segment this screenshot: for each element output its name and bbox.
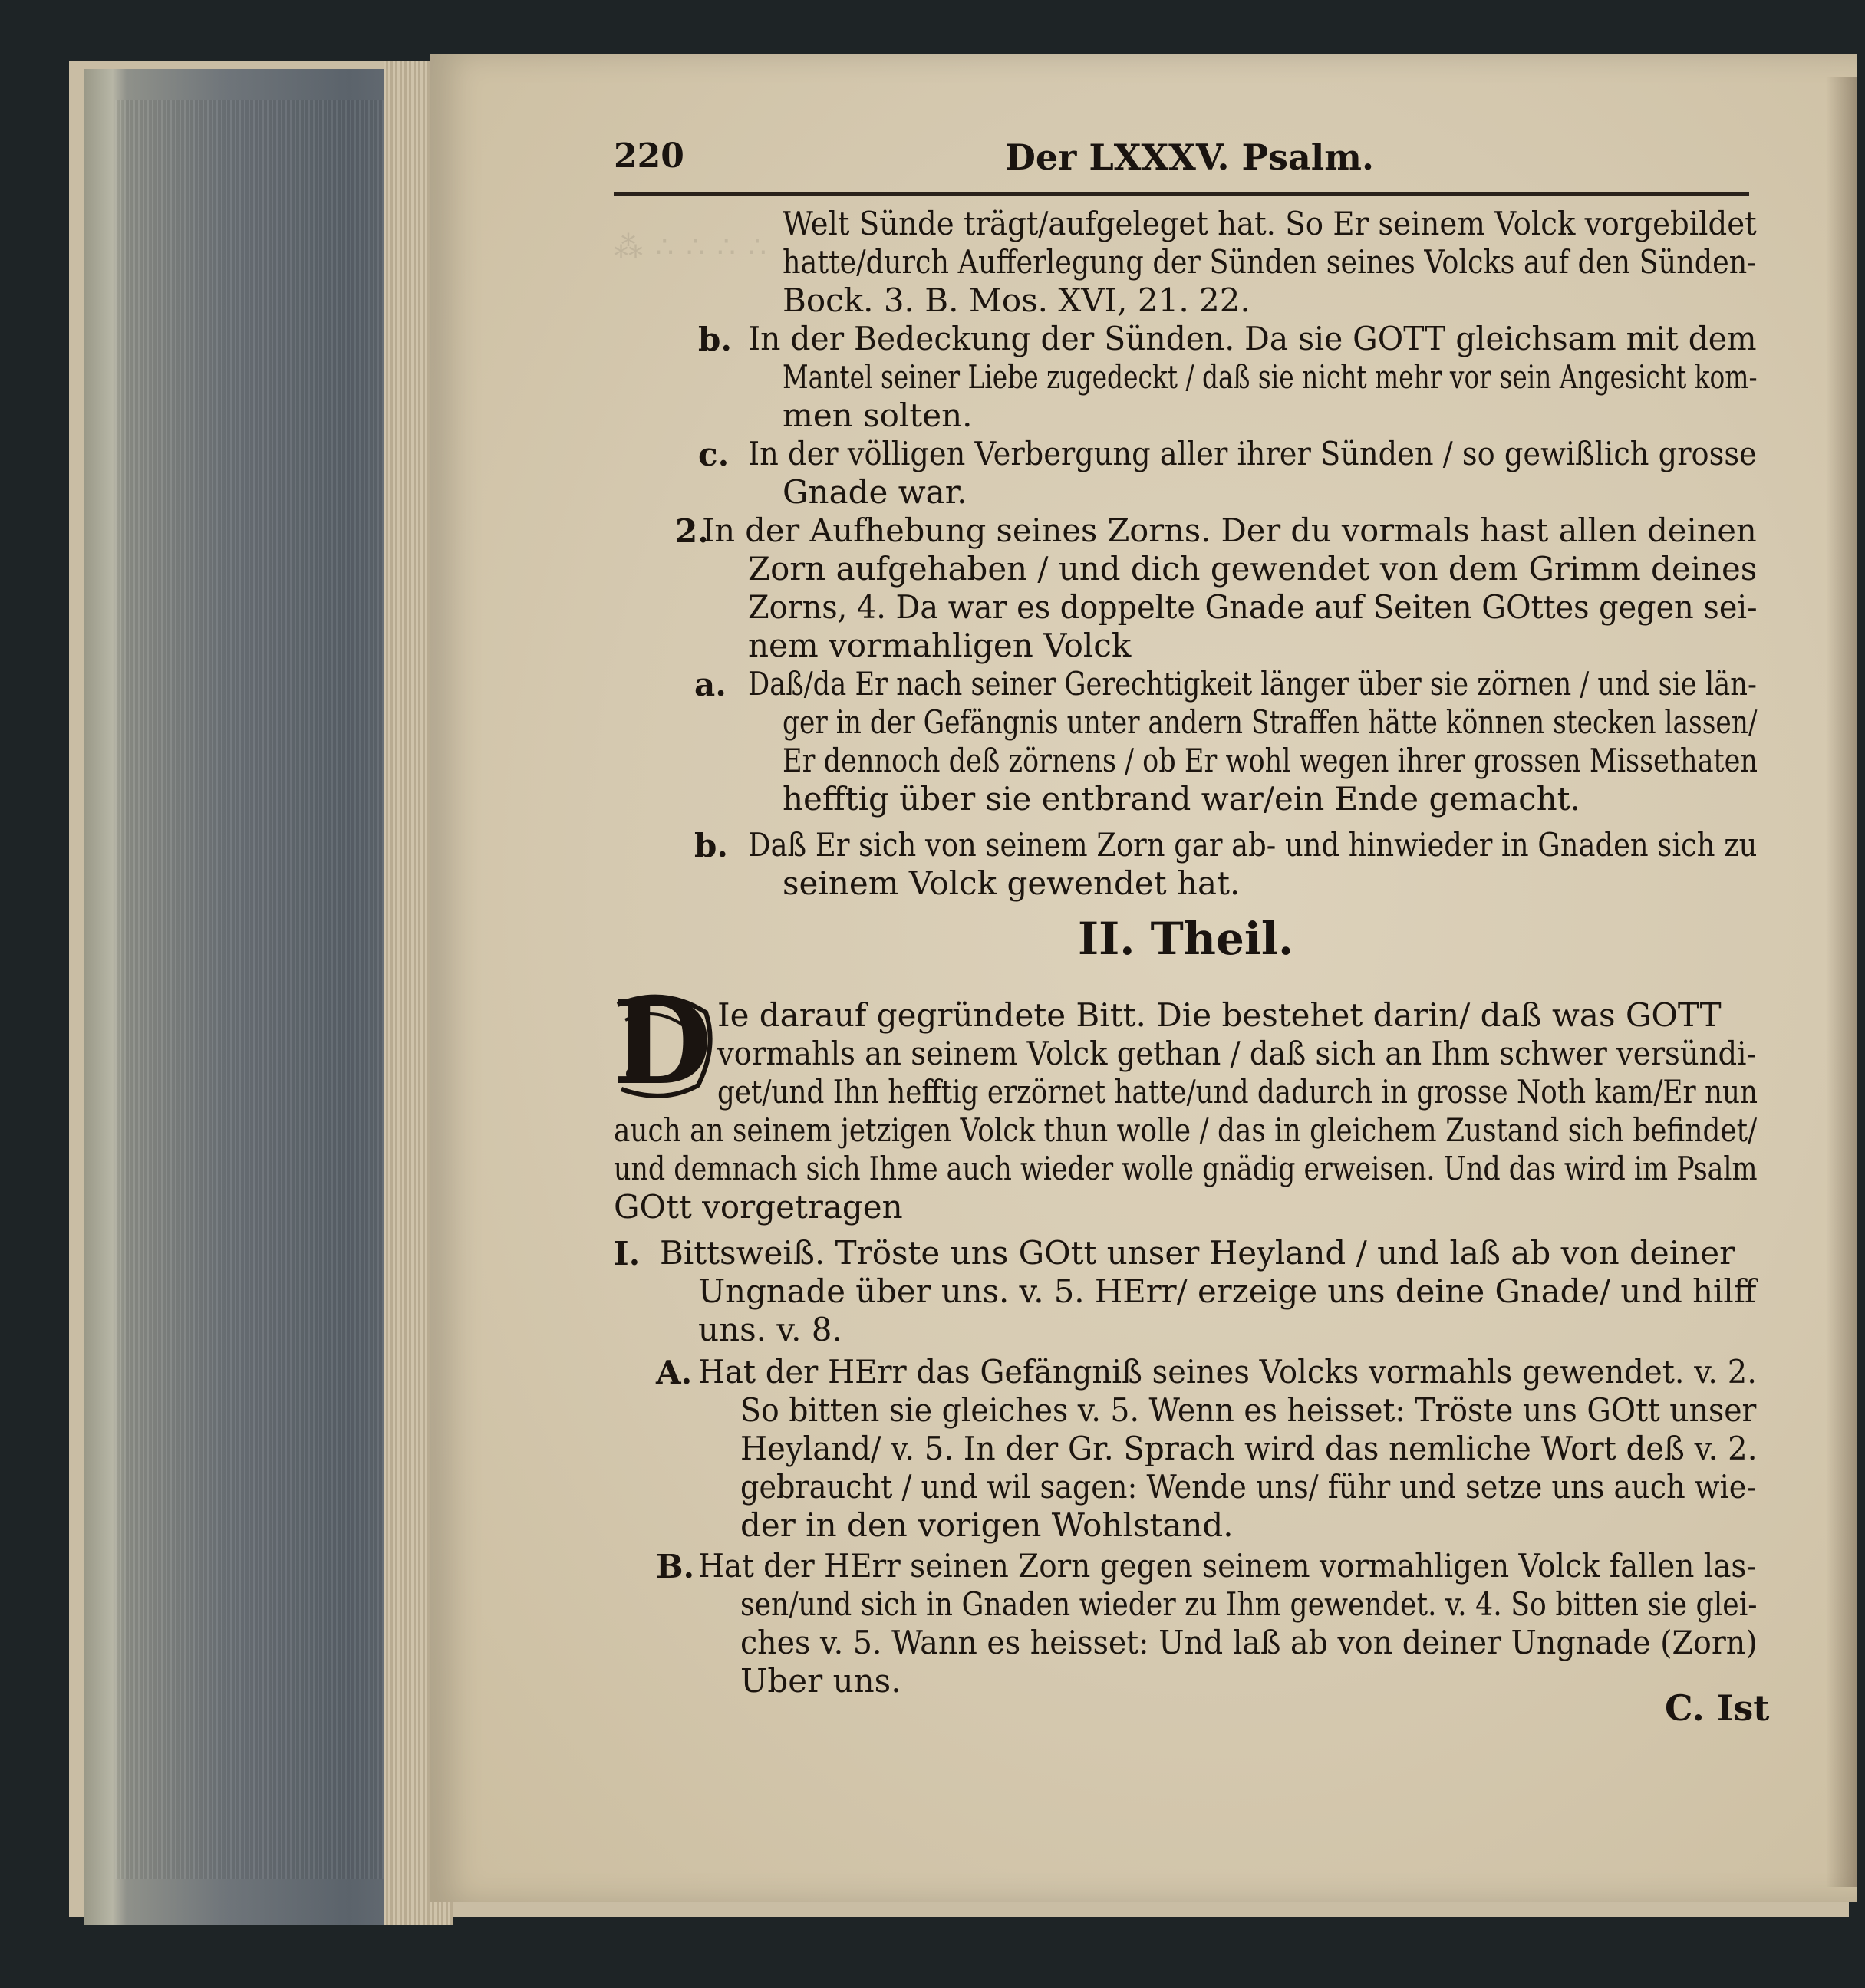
- text-line: gebraucht / und wil sagen: Wende uns/ führ und setze uns auch wie-: [740, 1468, 1757, 1506]
- text-line: Daß/da Er nach seiner Gerechtigkeit länger über sie zörnen / und sie län-: [748, 665, 1757, 703]
- text-line: hatte/durch Aufferlegung der Sünden seines Volcks auf den Sünden-: [783, 243, 1757, 281]
- text-line: Hat der HErr das Gefängniß seines Volcks vormahls gewendet. v. 2.: [698, 1353, 1757, 1391]
- text-line: ches v. 5. Wann es heisset: Und laß ab von deiner Ungnade (Zorn): [740, 1624, 1758, 1661]
- catchword: C. Ist: [1665, 1687, 1770, 1729]
- list-marker: c.: [698, 436, 730, 473]
- initial-letter: D: [612, 976, 713, 1111]
- header-rule: [614, 192, 1749, 196]
- text-line: Hat der HErr seinen Zorn gegen seinem vormahligen Volck fallen las-: [698, 1547, 1757, 1585]
- text-line: Zorns, 4. Da war es doppelte Gnade auf Seiten GOttes gegen sei-: [748, 588, 1758, 626]
- list-marker: b.: [698, 321, 732, 358]
- text-line: Welt Sünde trägt/aufgeleget hat. So Er seinem Volck vorgebildet: [783, 205, 1757, 242]
- section-heading: II. Theil.: [1078, 913, 1294, 965]
- text-line: Daß Er sich von seinem Zorn gar ab- und hinwieder in Gnaden sich zu: [748, 826, 1758, 864]
- text-line: Bittsweiß. Tröste uns GOtt unser Heyland / und laß ab von deiner: [660, 1234, 1735, 1272]
- page-edge-texture: [115, 100, 422, 1879]
- text-line: nem vormahligen Volck: [748, 627, 1132, 664]
- page-number: 220: [614, 137, 684, 176]
- text-line: Gnade war.: [783, 473, 967, 511]
- text-line: In der völligen Verbergung aller ihrer Sünden / so gewißlich grosse: [748, 435, 1757, 472]
- text-line: In der Aufhebung seines Zorns. Der du vormals hast allen deinen: [702, 512, 1757, 549]
- text-line: Ie darauf gegründete Bitt. Die bestehet darin/ daß was GOTT: [717, 996, 1722, 1034]
- gutter-shadow: [1826, 77, 1857, 1887]
- text-line: ger in der Gefängnis unter andern Straffen hätte können stecken lassen/: [783, 703, 1758, 741]
- text-line: seinem Volck gewendet hat.: [783, 864, 1241, 902]
- text-line: In der Bedeckung der Sünden. Da sie GOTT gleichsam mit dem: [748, 320, 1757, 357]
- text-line: men solten.: [783, 397, 973, 434]
- text-line: uns. v. 8.: [698, 1311, 842, 1348]
- text-line: Mantel seiner Liebe zugedeckt / daß sie nicht mehr vor sein Angesicht kom-: [783, 358, 1758, 396]
- list-marker: a.: [694, 666, 727, 703]
- list-marker: B.: [656, 1548, 695, 1585]
- text-line: Er dennoch deß zörnens / ob Er wohl wegen ihrer grossen Missethaten: [783, 742, 1758, 779]
- text-line: Heyland/ v. 5. In der Gr. Sprach wird das nemliche Wort deß v. 2.: [740, 1430, 1758, 1467]
- list-marker: A.: [656, 1354, 693, 1391]
- list-marker: I.: [614, 1235, 641, 1272]
- text-line: Zorn aufgehaben / und dich gewendet von dem Grimm deines: [748, 550, 1758, 588]
- text-line: So bitten sie gleiches v. 5. Wenn es heisset: Tröste uns GOtt unser: [740, 1391, 1757, 1429]
- text-line: der in den vorigen Wohlstand.: [740, 1506, 1234, 1544]
- text-line: sen/und sich in Gnaden wieder zu Ihm gewendet. v. 4. So bitten sie glei-: [740, 1585, 1758, 1623]
- text-line: Ungnade über uns. v. 5. HErr/ erzeige uns deine Gnade/ und hilff: [698, 1272, 1757, 1310]
- text-line: vormahls an seinem Volck gethan / daß sich an Ihm schwer versündi-: [717, 1035, 1757, 1072]
- text-line: auch an seinem jetzigen Volck thun wolle / das in gleichem Zustand sich befindet/: [614, 1111, 1758, 1149]
- running-title: Der LXXXV. Psalm.: [1005, 137, 1374, 178]
- text-line: hefftig über sie entbrand war/ein Ende gemacht.: [783, 780, 1580, 818]
- page-header: [614, 137, 1749, 190]
- text-line: Bock. 3. B. Mos. XVI, 21. 22.: [783, 281, 1250, 319]
- show-through: ⁂ ∴ ∴ ∴ ∴: [614, 230, 769, 264]
- list-marker: 2.: [675, 512, 709, 550]
- text-line: und demnach sich Ihme auch wieder wolle gnädig erweisen. Und das wird im Psalm: [614, 1150, 1758, 1187]
- text-line: Uber uns.: [740, 1662, 901, 1700]
- text-line: GOtt vorgetragen: [614, 1188, 903, 1226]
- text-line: get/und Ihn hefftig erzörnet hatte/und dadurch in grosse Noth kam/Er nun: [717, 1073, 1758, 1111]
- list-marker: b.: [694, 827, 728, 864]
